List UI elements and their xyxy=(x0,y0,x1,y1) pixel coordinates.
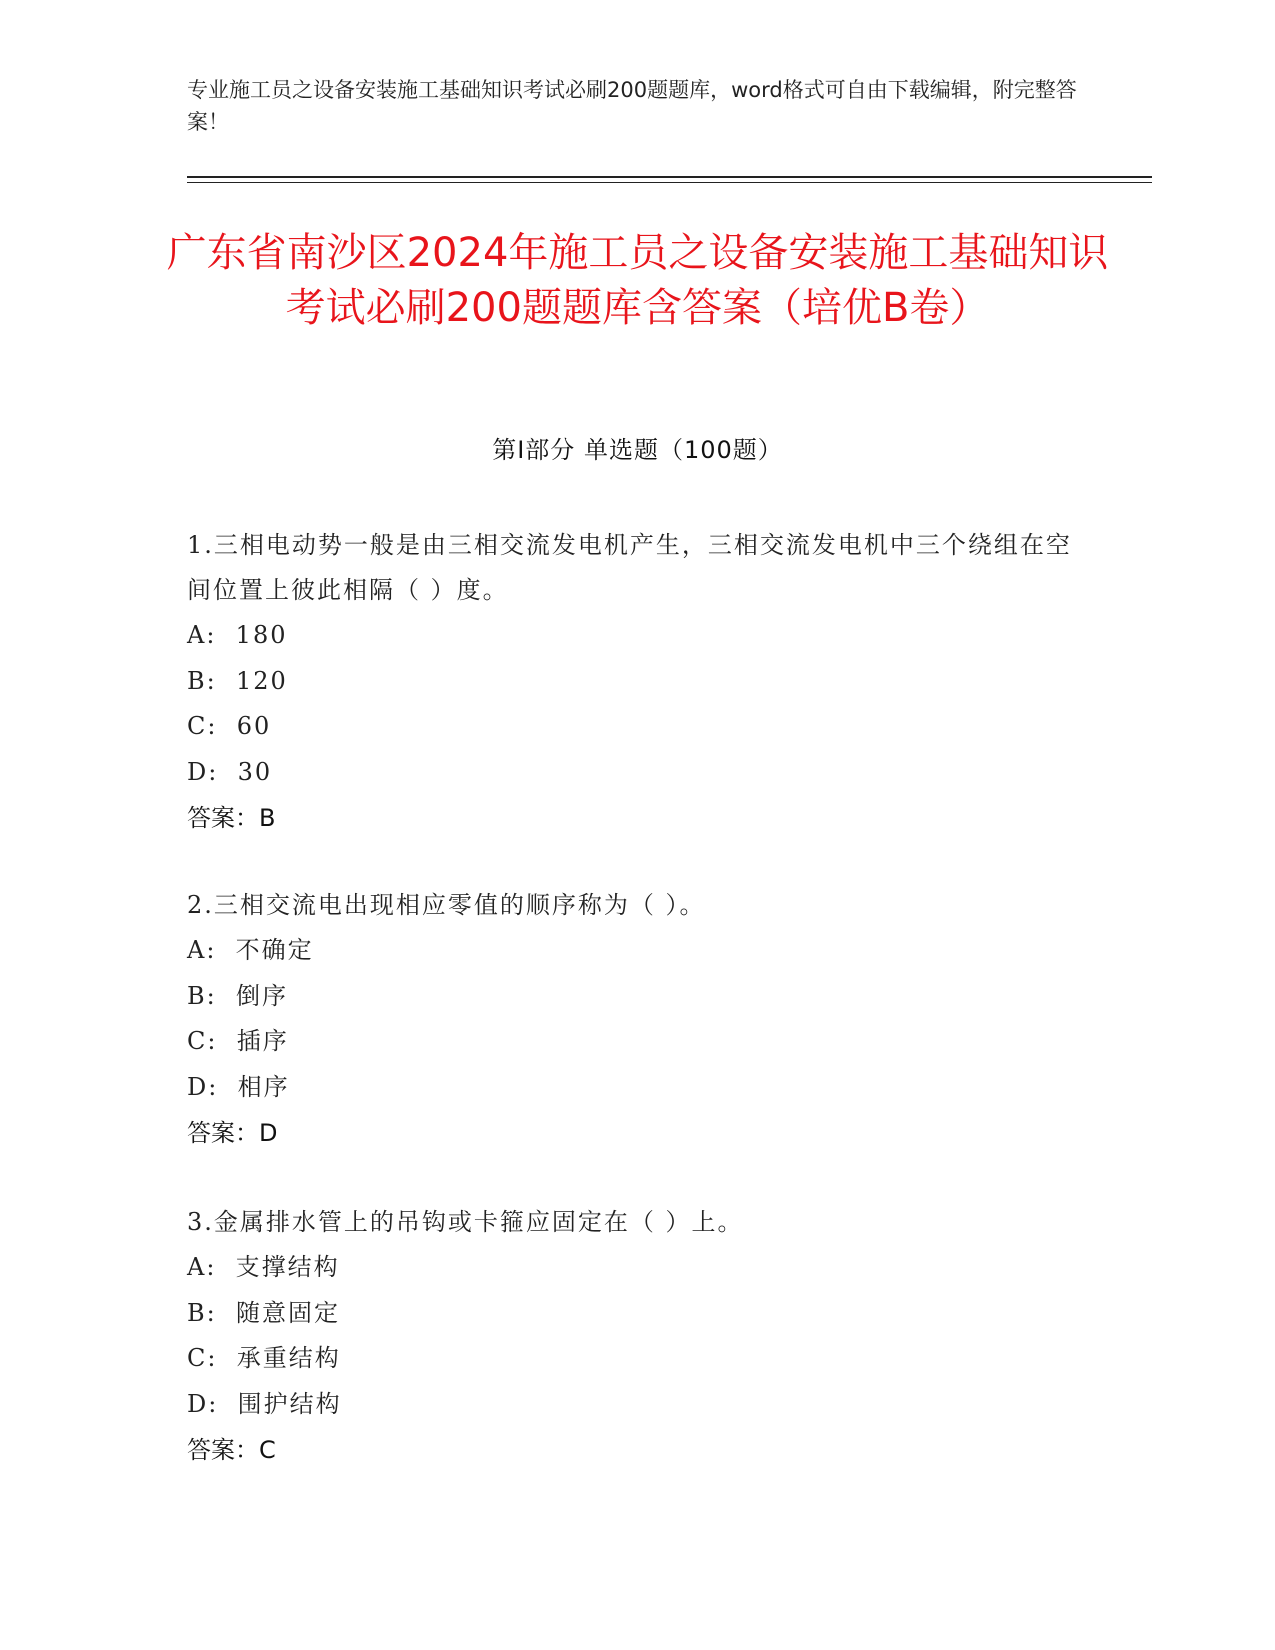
header-divider-thin xyxy=(187,182,1152,183)
answer-line: 答案：C xyxy=(187,1436,276,1464)
question-stem: 2.三相交流电出现相应零值的顺序称为（ ）。 xyxy=(187,891,706,919)
question-stem: 3.金属排水管上的吊钩或卡箍应固定在（ ）上。 xyxy=(187,1208,744,1236)
document-title: 广东省南沙区2024年施工员之设备安装施工基础知识考试必刷200题题库含答案（培优B卷） xyxy=(166,230,1109,331)
option-a: A: 支撑结构 xyxy=(187,1253,340,1281)
question-1 xyxy=(187,523,1087,841)
option-d: D: 围护结构 xyxy=(187,1389,342,1418)
option-a: A: 不确定 xyxy=(187,936,314,964)
answer-line: 答案：B xyxy=(187,804,276,832)
option-c: C: 60 xyxy=(187,712,272,740)
option-b: B: 120 xyxy=(187,666,288,695)
section-heading: 第I部分 单选题（100题） xyxy=(492,436,783,464)
option-b: B: 随意固定 xyxy=(187,1298,340,1327)
option-b: B: 倒序 xyxy=(187,981,288,1010)
option-d: D: 30 xyxy=(187,757,273,786)
answer-line: 答案：D xyxy=(187,1119,278,1147)
option-c: C: 承重结构 xyxy=(187,1344,341,1372)
question-stem: 1.三相电动势一般是由三相交流发电机产生，三相交流发电机中三个绕组在空间位置上彼此相隔（ ）度。 xyxy=(187,531,1072,604)
question-3 xyxy=(187,1200,1087,1473)
option-c: C: 插序 xyxy=(187,1027,289,1055)
option-a: A: 180 xyxy=(187,621,288,649)
header-divider-thick xyxy=(187,176,1152,178)
option-d: D: 相序 xyxy=(187,1072,290,1101)
question-2 xyxy=(187,883,1087,1156)
header-note: 专业施工员之设备安装施工基础知识考试必刷200题题库，word格式可自由下载编辑，附完整答案！ xyxy=(187,78,1077,134)
